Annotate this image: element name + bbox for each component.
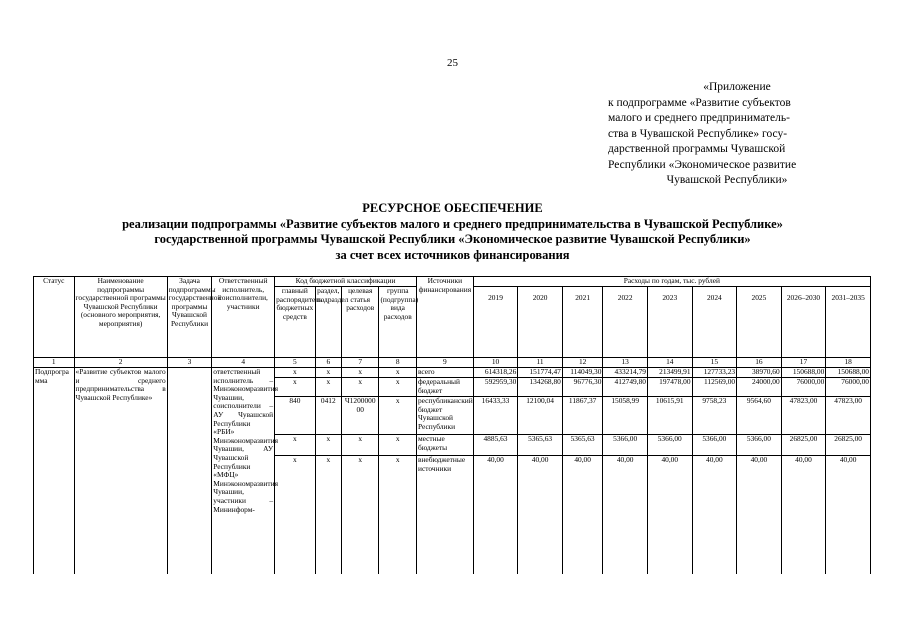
value-cell: 5366,00: [692, 435, 737, 456]
column-number: 9: [416, 358, 473, 368]
header-section: раздел, подраздел: [315, 287, 341, 358]
value-cell: 5366,00: [603, 435, 648, 456]
section-cell: x: [315, 378, 341, 397]
source-cell: республиканский бюджет Чувашской Республики: [416, 397, 473, 435]
header-expenses: Расходы по годам, тыс. рублей: [473, 277, 870, 287]
header-name: Наименование подпрограммы государственной программы Чувашской Республики (основного мероприятия, мероприятия): [74, 277, 167, 358]
appendix-line: дарственной программы Чувашской: [608, 143, 786, 155]
header-expense-group: группа (подгруппа) вида расходов: [379, 287, 417, 358]
value-cell: 40,00: [473, 456, 518, 574]
header-year: 2023: [647, 287, 692, 358]
value-cell: 4885,63: [473, 435, 518, 456]
column-number: 15: [692, 358, 737, 368]
column-numbers-row: [34, 358, 871, 368]
column-number: 7: [341, 358, 378, 368]
header-year: 2024: [692, 287, 737, 358]
value-cell: 47823,00: [781, 397, 826, 435]
column-number: 2: [74, 358, 167, 368]
expense-group-cell: x: [379, 378, 417, 397]
value-cell: 127733,23: [692, 368, 737, 378]
header-year: 2031–2035: [826, 287, 871, 358]
value-cell: 5366,00: [737, 435, 782, 456]
value-cell: 614318,26: [473, 368, 518, 378]
value-cell: 40,00: [562, 456, 603, 574]
grbs-cell: 840: [275, 397, 316, 435]
value-cell: 150688,00: [781, 368, 826, 378]
column-number: 13: [603, 358, 648, 368]
target-article-cell: x: [341, 378, 378, 397]
appendix-line: малого и среднего предприниматель-: [608, 112, 790, 124]
section-cell: 0412: [315, 397, 341, 435]
value-cell: 26825,00: [826, 435, 871, 456]
header-year: 2019: [473, 287, 518, 358]
target-article-cell: x: [341, 456, 378, 574]
value-cell: 26825,00: [781, 435, 826, 456]
appendix-line: «Приложение: [703, 81, 771, 93]
value-cell: 40,00: [647, 456, 692, 574]
column-number: 18: [826, 358, 871, 368]
column-number: 1: [34, 358, 75, 368]
column-number: 4: [212, 358, 275, 368]
value-cell: 114049,30: [562, 368, 603, 378]
source-cell: внебюджетные источники: [416, 456, 473, 574]
value-cell: 76000,00: [781, 378, 826, 397]
value-cell: 433214,79: [603, 368, 648, 378]
column-number: 11: [518, 358, 563, 368]
header-sources: Источники финансирования: [416, 277, 473, 358]
status-cell: Подпрограмма: [34, 368, 75, 574]
value-cell: 150688,00: [826, 368, 871, 378]
value-cell: 151774,47: [518, 368, 563, 378]
value-cell: 24000,00: [737, 378, 782, 397]
expense-group-cell: x: [379, 397, 417, 435]
value-cell: 10615,91: [647, 397, 692, 435]
value-cell: 40,00: [518, 456, 563, 574]
value-cell: 5365,63: [562, 435, 603, 456]
task-cell: [167, 368, 212, 574]
column-number: 8: [379, 358, 417, 368]
source-cell: местные бюджеты: [416, 435, 473, 456]
appendix-line: Чувашской Республики»: [666, 174, 788, 186]
appendix-line: Республики «Экономическое развитие: [608, 158, 797, 171]
header-year: 2021: [562, 287, 603, 358]
header-budget-code: Код бюджетной классификации: [275, 277, 417, 287]
header-status: Статус: [34, 277, 75, 358]
value-cell: 134268,80: [518, 378, 563, 397]
target-article-cell: x: [341, 368, 378, 378]
value-cell: 16433,33: [473, 397, 518, 435]
value-cell: 76000,00: [826, 378, 871, 397]
value-cell: 213499,91: [647, 368, 692, 378]
section-cell: x: [315, 456, 341, 574]
value-cell: 412749,80: [603, 378, 648, 397]
title-line: за счет всех источников финансирования: [335, 247, 570, 262]
column-number: 6: [315, 358, 341, 368]
value-cell: 40,00: [692, 456, 737, 574]
column-number: 16: [737, 358, 782, 368]
expense-group-cell: x: [379, 368, 417, 378]
grbs-cell: x: [275, 368, 316, 378]
document-title: [0, 201, 905, 263]
title-line: государственной программы Чувашской Республики «Экономическое развитие Чувашской Республики»: [154, 232, 751, 246]
value-cell: 40,00: [781, 456, 826, 574]
value-cell: 40,00: [826, 456, 871, 574]
column-number: 17: [781, 358, 826, 368]
column-number: 5: [275, 358, 316, 368]
header-responsible: Ответственный исполнитель, соисполнители, участники: [212, 277, 275, 358]
grbs-cell: x: [275, 435, 316, 456]
header-target-article: целевая статья расходов: [341, 287, 378, 358]
header-year: 2022: [603, 287, 648, 358]
appendix-note: [608, 80, 846, 189]
column-number: 3: [167, 358, 212, 368]
column-number: 10: [473, 358, 518, 368]
header-grbs: главный распорядитель бюджетных средств: [275, 287, 316, 358]
header-year: 2025: [737, 287, 782, 358]
responsible-cell: ответственный исполнитель – Минэкономразвития Чувашии, соисполнители – АУ Чувашской Республики «РБИ» Минэкономразвития Чувашии, АУ Чувашской Республики «МФЦ» Минэкономразвития Чувашии, участники – Мининформ-: [212, 368, 275, 574]
value-cell: 47823,00: [826, 397, 871, 435]
appendix-line: к подпрограмме «Развитие субъектов: [608, 96, 791, 109]
appendix-line: ства в Чувашской Республике» госу-: [608, 127, 788, 140]
section-cell: x: [315, 368, 341, 378]
value-cell: 9564,60: [737, 397, 782, 435]
section-cell: x: [315, 435, 341, 456]
value-cell: 5365,63: [518, 435, 563, 456]
table-row: [34, 368, 871, 378]
value-cell: 592959,30: [473, 378, 518, 397]
value-cell: 112569,00: [692, 378, 737, 397]
grbs-cell: x: [275, 456, 316, 574]
value-cell: 96776,30: [562, 378, 603, 397]
resource-table: [33, 276, 871, 574]
column-number: 12: [562, 358, 603, 368]
grbs-cell: x: [275, 378, 316, 397]
title-line: реализации подпрограммы «Развитие субъектов малого и среднего предпринимательства в Чувашской Республике»: [122, 216, 783, 231]
value-cell: 11867,37: [562, 397, 603, 435]
title-line: РЕСУРСНОЕ ОБЕСПЕЧЕНИЕ: [362, 201, 543, 215]
source-cell: федеральный бюджет: [416, 378, 473, 397]
value-cell: 5366,00: [647, 435, 692, 456]
value-cell: 12100,04: [518, 397, 563, 435]
expense-group-cell: x: [379, 456, 417, 574]
value-cell: 40,00: [603, 456, 648, 574]
value-cell: 38970,60: [737, 368, 782, 378]
expense-group-cell: x: [379, 435, 417, 456]
value-cell: 40,00: [737, 456, 782, 574]
target-article-cell: Ч1200000 00: [341, 397, 378, 435]
value-cell: 197478,00: [647, 378, 692, 397]
program-name-cell: «Развитие субъектов малого и среднего предпринимательства в Чувашской Республике»: [74, 368, 167, 574]
target-article-cell: x: [341, 435, 378, 456]
header-year: 2026–2030: [781, 287, 826, 358]
value-cell: 9758,23: [692, 397, 737, 435]
header-task: Задача подпрограммы государственной программы Чувашской Республики: [167, 277, 212, 358]
header-year: 2020: [518, 287, 563, 358]
source-cell: всего: [416, 368, 473, 378]
page-number: 25: [447, 57, 458, 69]
column-number: 14: [647, 358, 692, 368]
value-cell: 15058,99: [603, 397, 648, 435]
